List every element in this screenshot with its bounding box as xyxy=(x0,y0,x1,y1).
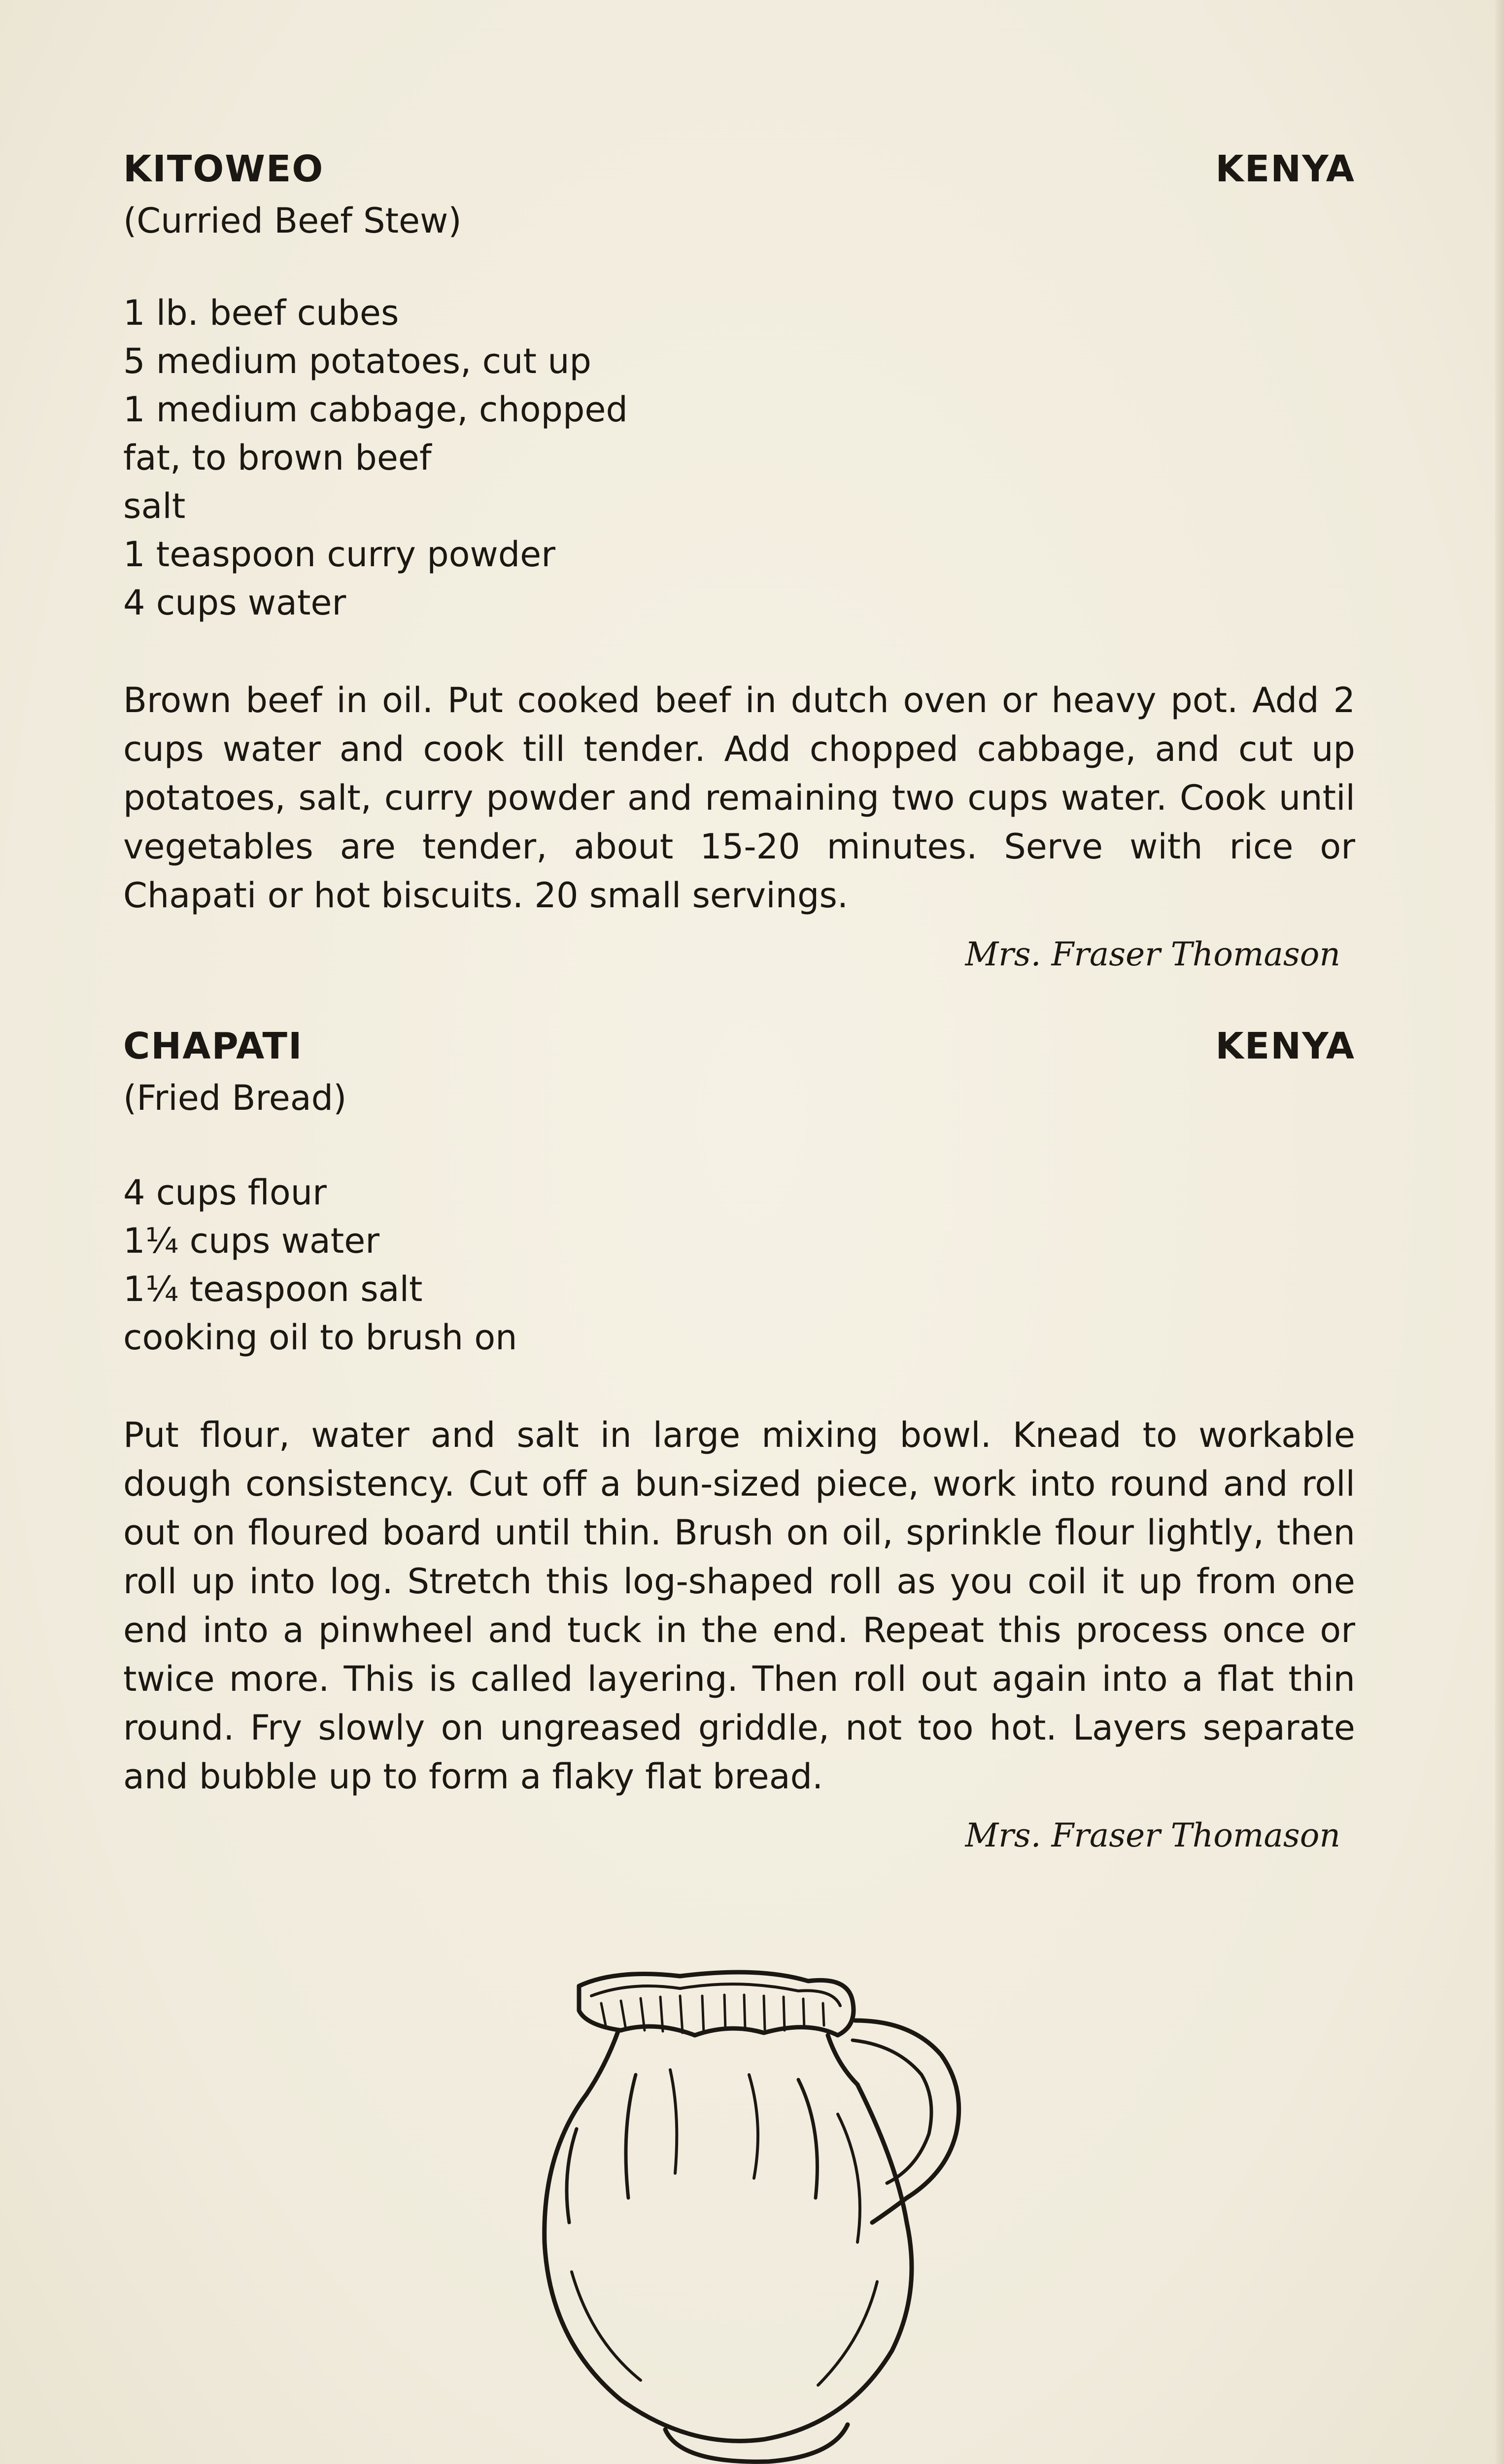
jug-stroke xyxy=(572,2272,641,2380)
recipe-header xyxy=(123,148,1355,197)
jug-stroke xyxy=(626,2075,636,2198)
ingredient-item: 5 medium potatoes, cut up xyxy=(123,341,591,381)
ingredient-item: 1 teaspoon curry powder xyxy=(123,534,556,575)
recipe-country: KENYA xyxy=(1215,1025,1355,1067)
recipe-credit: Mrs. Fraser Thomason xyxy=(965,935,1340,973)
ingredient-list xyxy=(123,1168,1355,1362)
recipe-method: Put flour, water and salt in large mixing bowl. Knead to workable dough consistency. Cut off a bun-sized piece, work into round and roll out on floured board until thin. Brush on oil, sprinkle flour lightly, then roll up into log. Stretch this log-shaped roll as you coil it up from one end into a pinwheel and tuck in the end. Repeat this process once or twice more. This is called layering. Then roll out again into a flat thin round. Fry slowly on ungreased griddle, not too hot. Layers separate and bubble up to form a flaky flat bread. xyxy=(123,1415,1355,1797)
jug-stroke xyxy=(567,2129,577,2223)
ingredient-item: 1¼ teaspoon salt xyxy=(123,1269,423,1309)
jug-handle xyxy=(855,2020,959,2223)
jug-stroke xyxy=(838,2114,860,2242)
recipe-title: CHAPATI xyxy=(123,1025,303,1067)
recipe-credit: Mrs. Fraser Thomason xyxy=(965,1816,1340,1854)
jug-stroke xyxy=(798,2080,817,2198)
ingredient-item: 1 medium cabbage, chopped xyxy=(123,389,628,430)
recipe-method: Brown beef in oil. Put cooked beef in dutch oven or heavy pot. Add 2 cups water and cook till tender. Add chopped cabbage, and cut up potatoes, salt, curry powder and remaining two cups water. Cook until vegetables are tender, about 15-20 minutes. Serve with rice or Chapati or hot biscuits. 20 small servings. xyxy=(123,680,1355,916)
jug-stroke xyxy=(670,2070,677,2173)
recipe-country: KENYA xyxy=(1215,148,1355,190)
ingredient-item: 4 cups flour xyxy=(123,1172,327,1213)
recipe-chapati xyxy=(123,1025,1355,1858)
jug-neck-left xyxy=(586,2030,618,2094)
recipe-subtitle: (Fried Bread) xyxy=(123,1078,347,1118)
ingredient-list xyxy=(123,289,1355,627)
jug-illustration xyxy=(532,1966,1005,2464)
jug-stroke xyxy=(818,2282,877,2385)
recipe-title: KITOWEO xyxy=(123,148,324,190)
ingredient-item: 4 cups water xyxy=(123,582,346,623)
ingredient-item: 1 lb. beef cubes xyxy=(123,293,399,333)
ingredient-item: fat, to brown beef xyxy=(123,438,432,478)
recipe-subtitle: (Curried Beef Stew) xyxy=(123,201,462,241)
ingredient-item: cooking oil to brush on xyxy=(123,1317,517,1358)
page-edge xyxy=(1495,0,1504,2464)
jug-base xyxy=(665,2425,848,2462)
recipe-header xyxy=(123,1025,1355,1074)
jug-stroke xyxy=(749,2075,758,2178)
recipe-kitoweo xyxy=(123,148,1355,977)
ingredient-item: salt xyxy=(123,486,186,526)
jug-neck-right xyxy=(828,2035,857,2085)
jug-body xyxy=(545,2085,912,2441)
ingredient-item: 1¼ cups water xyxy=(123,1221,380,1261)
